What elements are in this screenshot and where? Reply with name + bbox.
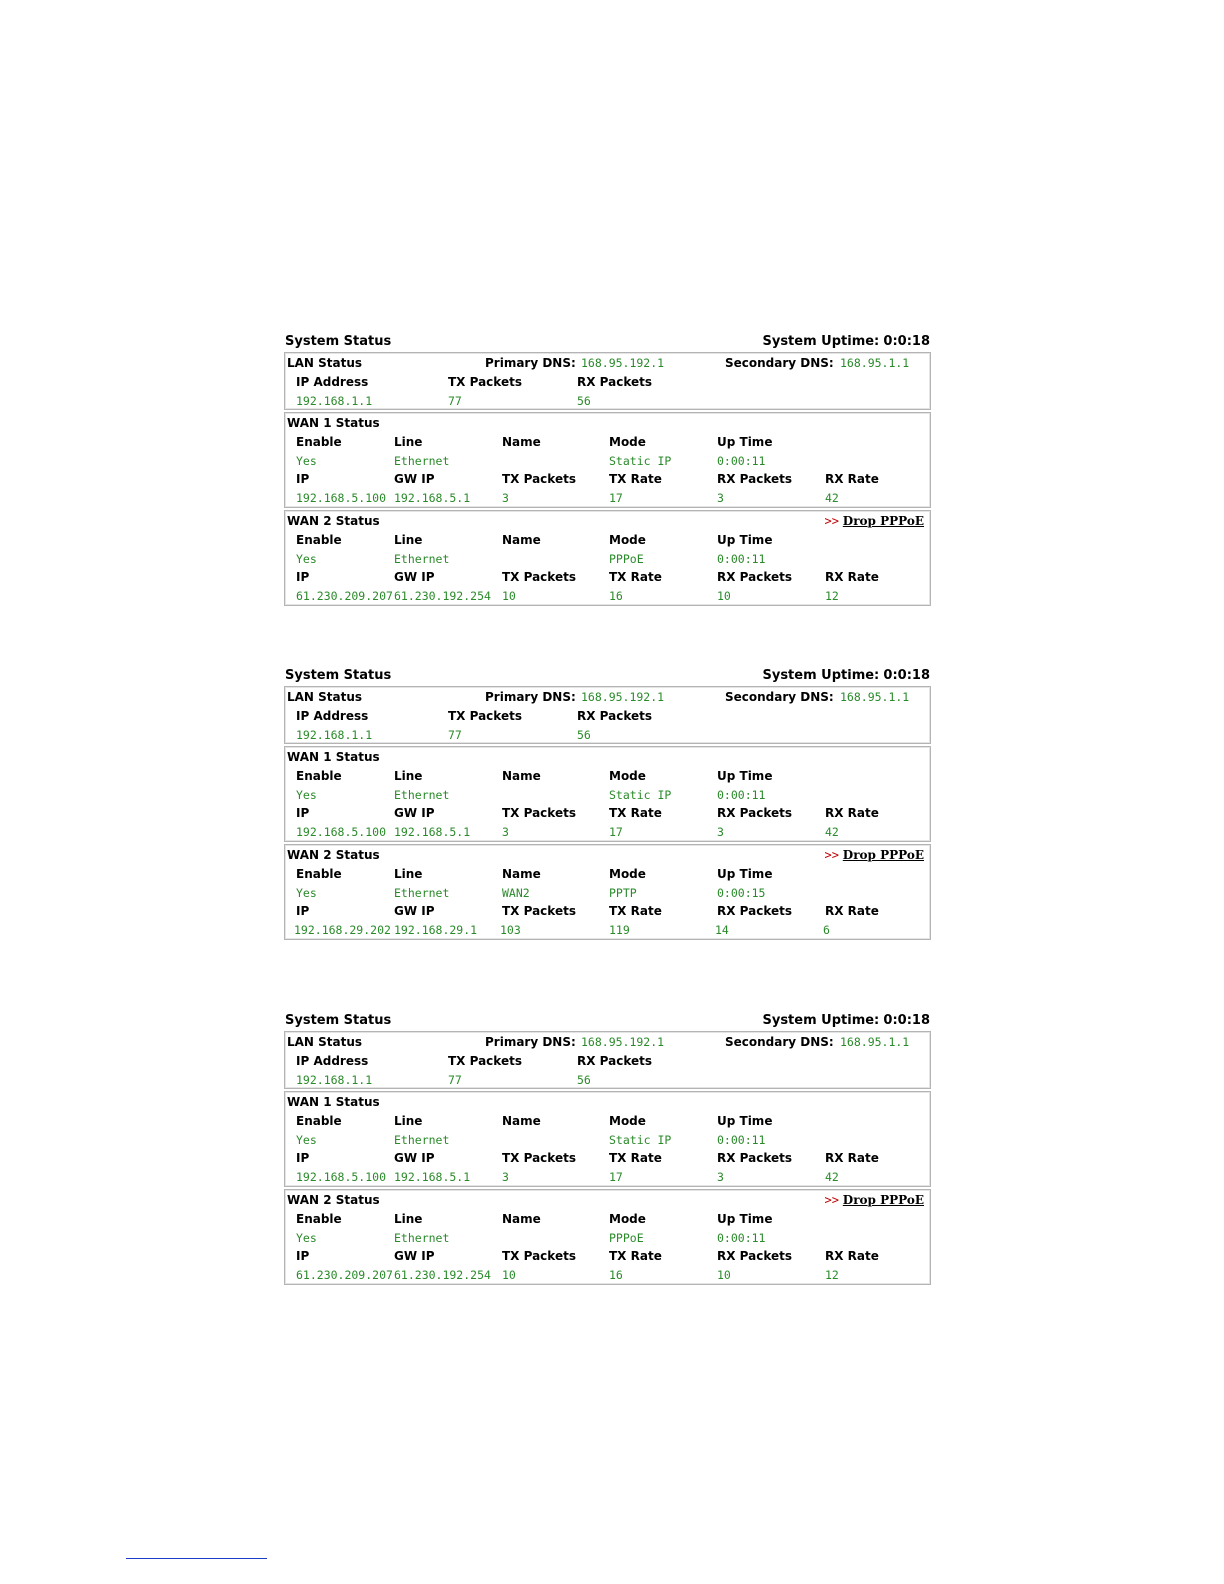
lan-value-rx: 56 [577, 394, 591, 408]
lan-value-tx: 77 [448, 394, 462, 408]
wan2-header-mode: Mode [609, 1212, 646, 1226]
lan-status-box [284, 1031, 931, 1089]
lan-header-tx: TX Packets [448, 709, 522, 723]
system-status-panel [284, 1013, 931, 1285]
wan2-value-mode: PPTP [609, 886, 637, 900]
secondary-dns-label: Secondary DNS: [725, 356, 834, 370]
system-status-panel [284, 334, 931, 606]
wan1-header-line: Line [394, 1114, 423, 1128]
drop-pppoe-control [825, 1193, 924, 1207]
wan1-header-enable: Enable [296, 1114, 342, 1128]
wan1-header-rxpackets: RX Packets [717, 1151, 793, 1165]
wan1-header-txrate: TX Rate [609, 472, 662, 486]
wan1-value-ip: 192.168.5.100 [296, 825, 387, 839]
wan2-value-rxrate: 12 [825, 589, 839, 603]
wan1-value-gwip: 192.168.5.1 [394, 825, 471, 839]
wan1-status-title: WAN 1 Status [287, 416, 380, 430]
panel-title: System Status [285, 1013, 392, 1028]
lan-status-title: LAN Status [287, 356, 363, 370]
primary-dns-label: Primary DNS: [485, 690, 576, 704]
wan1-status-box [284, 746, 931, 842]
wan1-header-ip: IP [296, 472, 310, 486]
wan1-value-txrate: 17 [609, 491, 623, 505]
lan-header-rx: RX Packets [577, 709, 653, 723]
secondary-dns-value: 168.95.1.1 [840, 690, 910, 704]
wan1-header-line: Line [394, 435, 423, 449]
wan1-header-txpackets: TX Packets [502, 472, 576, 486]
double-arrow-icon: >> [824, 514, 839, 528]
secondary-dns-label: Secondary DNS: [725, 1035, 834, 1049]
wan2-header-txpackets: TX Packets [502, 570, 576, 584]
wan1-value-txrate: 17 [609, 825, 623, 839]
wan1-value-rxrate: 42 [825, 825, 839, 839]
wan1-value-line: Ethernet [394, 454, 450, 468]
wan2-header-enable: Enable [296, 867, 342, 881]
wan2-header-name: Name [502, 533, 541, 547]
lan-header-tx: TX Packets [448, 1054, 522, 1068]
wan1-value-uptime: 0:00:11 [717, 1133, 766, 1147]
wan2-value-txpackets: 10 [502, 589, 516, 603]
wan1-value-rxrate: 42 [825, 491, 839, 505]
wan1-value-mode: Static IP [609, 1133, 672, 1147]
wan1-value-uptime: 0:00:11 [717, 454, 766, 468]
wan1-header-rxrate: RX Rate [825, 1151, 879, 1165]
wan2-value-rxrate: 12 [825, 1268, 839, 1282]
wan1-value-enable: Yes [296, 788, 317, 802]
wan1-value-enable: Yes [296, 454, 317, 468]
wan2-value-uptime: 0:00:11 [717, 1231, 766, 1245]
lan-header-ip: IP Address [296, 375, 369, 389]
wan2-value-rxpackets: 10 [717, 589, 731, 603]
wan2-header-enable: Enable [296, 533, 342, 547]
wan2-header-txpackets: TX Packets [502, 1249, 576, 1263]
wan2-header-name: Name [502, 1212, 541, 1226]
wan2-header-uptime: Up Time [717, 867, 773, 881]
wan1-header-txpackets: TX Packets [502, 1151, 576, 1165]
wan1-value-gwip: 192.168.5.1 [394, 1170, 471, 1184]
wan1-value-gwip: 192.168.5.1 [394, 491, 471, 505]
lan-value-ip: 192.168.1.1 [296, 728, 373, 742]
wan1-value-ip: 192.168.5.100 [296, 491, 387, 505]
lan-status-title: LAN Status [287, 1035, 363, 1049]
wan2-header-rxrate: RX Rate [825, 904, 879, 918]
wan2-value-ip: 61.230.209.207 [296, 1268, 393, 1282]
panel-header [284, 668, 931, 685]
wan2-status-box [284, 510, 931, 606]
lan-value-rx: 56 [577, 728, 591, 742]
wan2-value-gwip: 61.230.192.254 [394, 1268, 491, 1282]
wan2-header-name: Name [502, 867, 541, 881]
wan1-header-mode: Mode [609, 1114, 646, 1128]
wan1-header-gwip: GW IP [394, 472, 435, 486]
system-uptime: System Uptime: 0:0:18 [762, 334, 930, 349]
lan-value-tx: 77 [448, 1073, 462, 1087]
wan1-value-ip: 192.168.5.100 [296, 1170, 387, 1184]
wan2-value-txrate: 16 [609, 589, 623, 603]
wan1-value-txpackets: 3 [502, 1170, 509, 1184]
wan1-header-txrate: TX Rate [609, 806, 662, 820]
wan2-header-txrate: TX Rate [609, 904, 662, 918]
wan1-header-enable: Enable [296, 769, 342, 783]
wan1-status-title: WAN 1 Status [287, 750, 380, 764]
wan2-value-txrate: 16 [609, 1268, 623, 1282]
wan1-value-txpackets: 3 [502, 825, 509, 839]
wan2-status-title: WAN 2 Status [287, 514, 380, 528]
wan2-value-rxrate: 6 [823, 923, 830, 937]
wan1-value-rxrate: 42 [825, 1170, 839, 1184]
wan1-header-uptime: Up Time [717, 1114, 773, 1128]
wan2-value-uptime: 0:00:11 [717, 552, 766, 566]
wan2-status-title: WAN 2 Status [287, 848, 380, 862]
wan2-header-gwip: GW IP [394, 904, 435, 918]
wan2-value-enable: Yes [296, 886, 317, 900]
double-arrow-icon: >> [824, 848, 839, 862]
wan2-value-txrate: 119 [609, 923, 630, 937]
wan2-header-line: Line [394, 867, 423, 881]
wan2-status-box [284, 1189, 931, 1285]
wan1-value-rxpackets: 3 [717, 825, 724, 839]
wan1-value-mode: Static IP [609, 454, 672, 468]
wan1-value-uptime: 0:00:11 [717, 788, 766, 802]
wan2-value-rxpackets: 14 [715, 923, 729, 937]
wan2-header-rxrate: RX Rate [825, 1249, 879, 1263]
lan-status-box [284, 686, 931, 744]
wan1-header-name: Name [502, 435, 541, 449]
lan-status-title: LAN Status [287, 690, 363, 704]
wan2-header-mode: Mode [609, 533, 646, 547]
wan2-value-line: Ethernet [394, 1231, 450, 1245]
wan2-status-title: WAN 2 Status [287, 1193, 380, 1207]
primary-dns-value: 168.95.192.1 [581, 1035, 665, 1049]
lan-header-rx: RX Packets [577, 375, 653, 389]
lan-header-tx: TX Packets [448, 375, 522, 389]
wan2-value-ip: 192.168.29.202 [294, 923, 391, 937]
wan2-value-uptime: 0:00:15 [717, 886, 766, 900]
system-status-panel [284, 668, 931, 940]
wan2-value-gwip: 192.168.29.1 [394, 923, 478, 937]
wan1-header-name: Name [502, 1114, 541, 1128]
secondary-dns-value: 168.95.1.1 [840, 356, 910, 370]
wan2-value-txpackets: 103 [500, 923, 521, 937]
lan-value-ip: 192.168.1.1 [296, 394, 373, 408]
wan1-value-txpackets: 3 [502, 491, 509, 505]
wan1-header-rxpackets: RX Packets [717, 472, 793, 486]
wan1-header-mode: Mode [609, 435, 646, 449]
wan2-header-uptime: Up Time [717, 533, 773, 547]
wan2-header-txrate: TX Rate [609, 570, 662, 584]
wan2-value-mode: PPPoE [609, 552, 644, 566]
system-uptime: System Uptime: 0:0:18 [762, 1013, 930, 1028]
drop-pppoe-link[interactable]: Drop PPPoE [842, 848, 924, 862]
wan1-header-gwip: GW IP [394, 1151, 435, 1165]
wan2-header-line: Line [394, 1212, 423, 1226]
wan1-header-txpackets: TX Packets [502, 806, 576, 820]
lan-value-rx: 56 [577, 1073, 591, 1087]
double-arrow-icon: >> [824, 1193, 839, 1207]
wan2-header-txpackets: TX Packets [502, 904, 576, 918]
wan1-header-name: Name [502, 769, 541, 783]
wan2-value-gwip: 61.230.192.254 [394, 589, 491, 603]
wan2-header-gwip: GW IP [394, 570, 435, 584]
wan1-header-mode: Mode [609, 769, 646, 783]
lan-header-rx: RX Packets [577, 1054, 653, 1068]
wan1-header-rxpackets: RX Packets [717, 806, 793, 820]
wan2-header-ip: IP [296, 570, 310, 584]
wan2-value-rxpackets: 10 [717, 1268, 731, 1282]
system-uptime: System Uptime: 0:0:18 [762, 668, 930, 683]
wan1-value-rxpackets: 3 [717, 1170, 724, 1184]
wan1-header-rxrate: RX Rate [825, 472, 879, 486]
panel-header [284, 1013, 931, 1030]
wan1-header-uptime: Up Time [717, 769, 773, 783]
wan2-header-line: Line [394, 533, 423, 547]
drop-pppoe-control [825, 514, 924, 528]
wan1-value-txrate: 17 [609, 1170, 623, 1184]
wan2-header-rxpackets: RX Packets [717, 904, 793, 918]
wan2-header-rxpackets: RX Packets [717, 570, 793, 584]
wan2-header-ip: IP [296, 1249, 310, 1263]
drop-pppoe-control [825, 848, 924, 862]
wan2-value-txpackets: 10 [502, 1268, 516, 1282]
panel-title: System Status [285, 334, 392, 349]
wan2-header-rxrate: RX Rate [825, 570, 879, 584]
wan2-value-mode: PPPoE [609, 1231, 644, 1245]
wan2-header-gwip: GW IP [394, 1249, 435, 1263]
primary-dns-label: Primary DNS: [485, 356, 576, 370]
wan2-status-box [284, 844, 931, 940]
wan1-header-uptime: Up Time [717, 435, 773, 449]
drop-pppoe-link[interactable]: Drop PPPoE [842, 1193, 924, 1207]
wan2-value-enable: Yes [296, 552, 317, 566]
lan-header-ip: IP Address [296, 709, 369, 723]
wan2-header-uptime: Up Time [717, 1212, 773, 1226]
wan1-header-txrate: TX Rate [609, 1151, 662, 1165]
lan-header-ip: IP Address [296, 1054, 369, 1068]
wan2-value-ip: 61.230.209.207 [296, 589, 393, 603]
wan1-header-ip: IP [296, 806, 310, 820]
wan1-value-mode: Static IP [609, 788, 672, 802]
wan1-header-enable: Enable [296, 435, 342, 449]
wan2-header-ip: IP [296, 904, 310, 918]
wan2-value-line: Ethernet [394, 552, 450, 566]
wan1-status-title: WAN 1 Status [287, 1095, 380, 1109]
wan1-value-line: Ethernet [394, 788, 450, 802]
lan-value-ip: 192.168.1.1 [296, 1073, 373, 1087]
drop-pppoe-link[interactable]: Drop PPPoE [842, 514, 924, 528]
wan1-status-box [284, 412, 931, 508]
secondary-dns-label: Secondary DNS: [725, 690, 834, 704]
panel-title: System Status [285, 668, 392, 683]
wan1-status-box [284, 1091, 931, 1187]
secondary-dns-value: 168.95.1.1 [840, 1035, 910, 1049]
wan2-header-rxpackets: RX Packets [717, 1249, 793, 1263]
wan2-value-enable: Yes [296, 1231, 317, 1245]
wan1-header-line: Line [394, 769, 423, 783]
wan2-value-name: WAN2 [502, 886, 530, 900]
wan1-value-line: Ethernet [394, 1133, 450, 1147]
wan1-header-ip: IP [296, 1151, 310, 1165]
wan1-value-enable: Yes [296, 1133, 317, 1147]
wan1-header-gwip: GW IP [394, 806, 435, 820]
wan2-header-txrate: TX Rate [609, 1249, 662, 1263]
primary-dns-value: 168.95.192.1 [581, 356, 665, 370]
primary-dns-value: 168.95.192.1 [581, 690, 665, 704]
panel-header [284, 334, 931, 351]
wan1-value-rxpackets: 3 [717, 491, 724, 505]
wan1-header-rxrate: RX Rate [825, 806, 879, 820]
wan2-header-enable: Enable [296, 1212, 342, 1226]
wan2-header-mode: Mode [609, 867, 646, 881]
footnote-separator-line [126, 1558, 267, 1559]
lan-status-box [284, 352, 931, 410]
primary-dns-label: Primary DNS: [485, 1035, 576, 1049]
lan-value-tx: 77 [448, 728, 462, 742]
wan2-value-line: Ethernet [394, 886, 450, 900]
